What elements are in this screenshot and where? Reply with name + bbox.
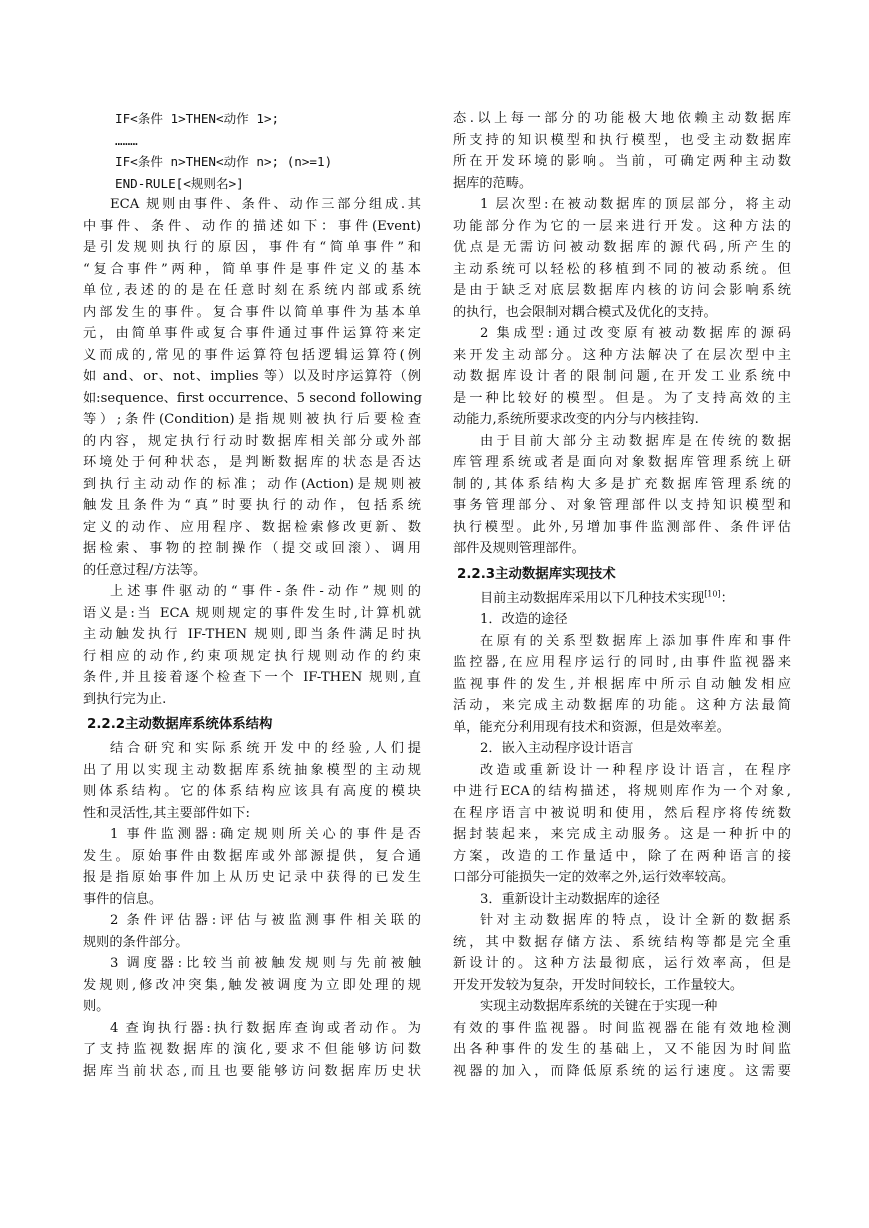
paragraph-line: 是一种比较好的模型。但是。为了支持高效的主 xyxy=(453,390,791,406)
paragraph-line: 针对主动数据库的特点，设计全新的数据系 xyxy=(480,913,791,928)
paragraph-line: 部件及规则管理部件。 xyxy=(453,541,585,556)
paragraph-text: ： xyxy=(720,590,734,606)
paragraph-line: 单位,表述的的是在任意时刻在系统内部或系统 xyxy=(83,283,421,298)
rule-syntax-line: IF<条件 1>THEN<动作 1>; xyxy=(115,111,280,126)
citation-ref: [10] xyxy=(704,589,721,599)
paragraph-line: 有效的事件监视器。时间监视器在能有效地检测 xyxy=(453,1020,791,1036)
paragraph-line: 在原有的关系型数据库上添加事件库和事件 xyxy=(480,633,791,649)
paragraph-line: 优点是无需访问被动数据库的源代码,所产生的 xyxy=(453,240,791,255)
paragraph-line: 监视事件的发生,并根据库中所示自动触发相应 xyxy=(453,676,791,692)
paragraph-line: 是由于缺乏对底层数据库内核的访问会影响系统 xyxy=(453,283,791,298)
paragraph-line: 内部发生的事件。复合事件以简单事件为基本单 xyxy=(83,304,421,320)
paragraph-line: 1 事件监测器:确定规则所关心的事件是否 xyxy=(110,827,421,842)
paragraph-line: 中事件、条件、动作的描述如下：事件(Event) xyxy=(83,218,421,234)
paragraph-line: 如:sequence、first occurrence、5 second following xyxy=(83,390,422,406)
section-heading: 2.2.2主动数据库系统体系结构 xyxy=(87,717,273,732)
paragraph-line: 主动触发执行 IF-THEN 规则,即当条件满足时执 xyxy=(83,627,421,642)
paragraph-line: 来开发主动部分。这种方法解决了在层次型中主 xyxy=(453,347,791,363)
paragraph-line: 由于目前大部分主动数据库是在传统的数据 xyxy=(480,433,791,449)
paragraph-line: 定义的动作、应用程序、数据检索修改更新、数 xyxy=(83,519,421,535)
paragraph-line: 发生。原始事件由数据库或外部源提供，复合通 xyxy=(83,848,421,864)
paragraph-line: 事务管理部分、对象管理部件以支持知识模型和 xyxy=(453,498,791,513)
paragraph-line: 1 层次型:在被动数据库的顶层部分，将主动 xyxy=(480,197,791,212)
paragraph-line: 条件,并且接着逐个检查下一个 IF-THEN 规则,直 xyxy=(83,670,421,685)
paragraph-line: 据库的范畴。 xyxy=(453,175,533,191)
paragraph-line: 报是指原始事件加上从历史记录中获得的已发生 xyxy=(83,870,421,885)
paragraph-line: ECA 规则由事件、条件、动作三部分组成.其 xyxy=(110,197,421,212)
paragraph-line: 了支持监视数据库的演化,要求不但能够访问数 xyxy=(83,1042,421,1057)
list-item-heading: 1．改造的途径 xyxy=(480,612,568,627)
paragraph-line: 实现主动数据库系统的关键在于实现一种 xyxy=(480,999,718,1014)
paragraph-line: 制的,其体系结构大多是扩充数据库管理系统的 xyxy=(453,476,791,492)
paragraph-line: 出各种事件的发生的基础上，又不能因为时间监 xyxy=(453,1042,791,1057)
paragraph-line: 发规则,修改冲突集,触发被调度为立即处理的规 xyxy=(83,977,421,993)
paragraph-line: 中进行ECA的结构描述，将规则库作为一个对象, xyxy=(453,784,791,799)
paragraph-line: 如 and、or、not、implies 等）以及时序运算符（例 xyxy=(83,369,421,384)
paragraph-line: 的内容，规定执行行动时数据库相关部分或外部 xyxy=(83,433,421,449)
paragraph-line: 行相应的动作,约束项规定执行规则动作的约束 xyxy=(83,648,421,664)
paragraph-line: 2 条件评估器:评估与被监测事件相关联的 xyxy=(110,913,421,928)
paragraph-line: 在程序语言中被说明和使用，然后程序将传统数 xyxy=(453,805,791,821)
paragraph-line: 活动，来完成主动数据库的功能。这种方法最简 xyxy=(453,698,791,713)
paragraph-line: 方案，改造的工作量适中，除了在两种语言的接 xyxy=(453,848,791,864)
paragraph-line: 据检索、事物的控制操作（提交或回滚）、调用 xyxy=(83,541,421,556)
paragraph-line: 元，由简单事件或复合事件通过事件运算符来定 xyxy=(83,326,421,341)
paragraph-line: 所支持的知识模型和执行模型，也受主动数据库 xyxy=(453,132,791,148)
paragraph-line: 事件的信息。 xyxy=(83,891,163,907)
paragraph-line: 单，能充分利用现有技术和资源，但是效率差。 xyxy=(453,719,730,735)
rule-syntax-line: ……… xyxy=(115,132,138,148)
paragraph-line: “复合事件”两种，简单事件是事件定义的基本 xyxy=(83,261,421,277)
paragraph-line: 开发开发较为复杂，开发时间较长，工作量较大。 xyxy=(453,977,744,993)
list-item-heading: 2．嵌入主动程序设计语言 xyxy=(480,741,634,756)
right-column xyxy=(453,108,791,1082)
paragraph-line: 性和灵活性,其主要部件如下: xyxy=(83,805,250,821)
paragraph-line: 则。 xyxy=(83,999,110,1014)
paragraph-text: 目前主动数据库采用以下几种技术实现 xyxy=(480,590,705,606)
paragraph-line: 是引发规则执行的原因，事件有“简单事件”和 xyxy=(83,240,421,255)
paragraph-line: 触发且条件为“真”时要执行的动作，包括系统 xyxy=(83,498,421,513)
paragraph-line: 语义是:当 ECA 规则规定的事件发生时,计算机就 xyxy=(83,605,421,621)
paragraph-line: 4 查询执行器:执行数据库查询或者动作。为 xyxy=(110,1020,421,1036)
paragraph-line: 统，其中数据存储方法、系统结构等都是完全重 xyxy=(453,934,791,950)
paragraph-line: 的任意过程/方法等。 xyxy=(83,562,207,578)
paragraph-line: 动数据库设计者的限制问题,在开发工业系统中 xyxy=(453,369,791,384)
paragraph-line: 则体系结构。它的体系结构应该具有高度的模块 xyxy=(83,784,421,799)
paragraph-line: 到执行主动动作的标准；动作(Action)是规则被 xyxy=(83,476,421,492)
paragraph-line: 规则的条件部分。 xyxy=(83,934,189,950)
paragraph-line: 到执行完为止. xyxy=(83,691,167,707)
paragraph-line: 主动系统可以轻松的移植到不同的被动系统。但 xyxy=(453,261,791,277)
paragraph-line: 结合研究和实际系统开发中的经验,人们提 xyxy=(110,741,421,756)
paragraph-line: 等）;条件(Condition)是指规则被执行后要检查 xyxy=(83,412,421,427)
paragraph-line: 出了用以实现主动数据库系统抽象模型的主动规 xyxy=(83,762,421,778)
paragraph-line: 环境处于何种状态，是判断数据库的状态是否达 xyxy=(83,455,421,470)
paragraph-line: 上述事件驱动的“事件-条件-动作”规则的 xyxy=(110,584,421,599)
rule-syntax-line: IF<条件 n>THEN<动作 n>; (n>=1) xyxy=(115,154,333,169)
paragraph-line: 义而成的,常见的事件运算符包括逻辑运算符(例 xyxy=(83,347,421,363)
list-item-heading: 3．重新设计主动数据库的途径 xyxy=(480,891,660,907)
paragraph-line: 3 调度器:比较当前被触发规则与先前被触 xyxy=(110,956,421,971)
paragraph-line: 2 集成型:通过改变原有被动数据库的源码 xyxy=(480,326,791,341)
paragraph-line: 监控器,在应用程序运行的同时,由事件监视器来 xyxy=(453,655,791,670)
section-heading: 2.2.3主动数据库实现技术 xyxy=(457,566,616,582)
paragraph-line: 据封装起来，来完成主动服务。这是一种折中的 xyxy=(453,827,791,842)
paragraph-line: 据库当前状态,而且也要能够访问数据库历史状 xyxy=(83,1063,421,1079)
paragraph-line xyxy=(453,588,791,610)
paragraph-line: 改造或重新设计一种程序设计语言，在程序 xyxy=(480,762,791,778)
paragraph-line: 口部分可能损失一定的效率之外,运行效率较高。 xyxy=(453,870,735,885)
paragraph-line: 库管理系统或者是面向对象数据库管理系统上研 xyxy=(453,455,791,470)
paragraph-line: 新设计的。这种方法最彻底，运行效率高，但是 xyxy=(453,956,791,971)
paragraph-line: 的执行，也会限制对耦合模式及优化的支持。 xyxy=(453,304,717,320)
left-column xyxy=(83,108,421,1082)
paragraph-line: 动能力,系统所要求改变的内分与内核挂钩. xyxy=(453,412,699,427)
paragraph-line: 所在开发环境的影响。当前，可确定两种主动数 xyxy=(453,154,791,169)
paragraph-line: 视器的加入，而降低原系统的运行速度。这需要 xyxy=(453,1063,791,1079)
rule-syntax-line: END-RULE[<规则名>] xyxy=(115,175,244,191)
paragraph-line: 功能部分作为它的一层来进行开发。这种方法的 xyxy=(453,218,791,234)
paragraph-line: 执行模型。此外,另增加事件监测部件、条件评估 xyxy=(453,519,791,535)
paragraph-line: 态.以上每一部分的功能极大地依赖主动数据库 xyxy=(453,111,791,126)
